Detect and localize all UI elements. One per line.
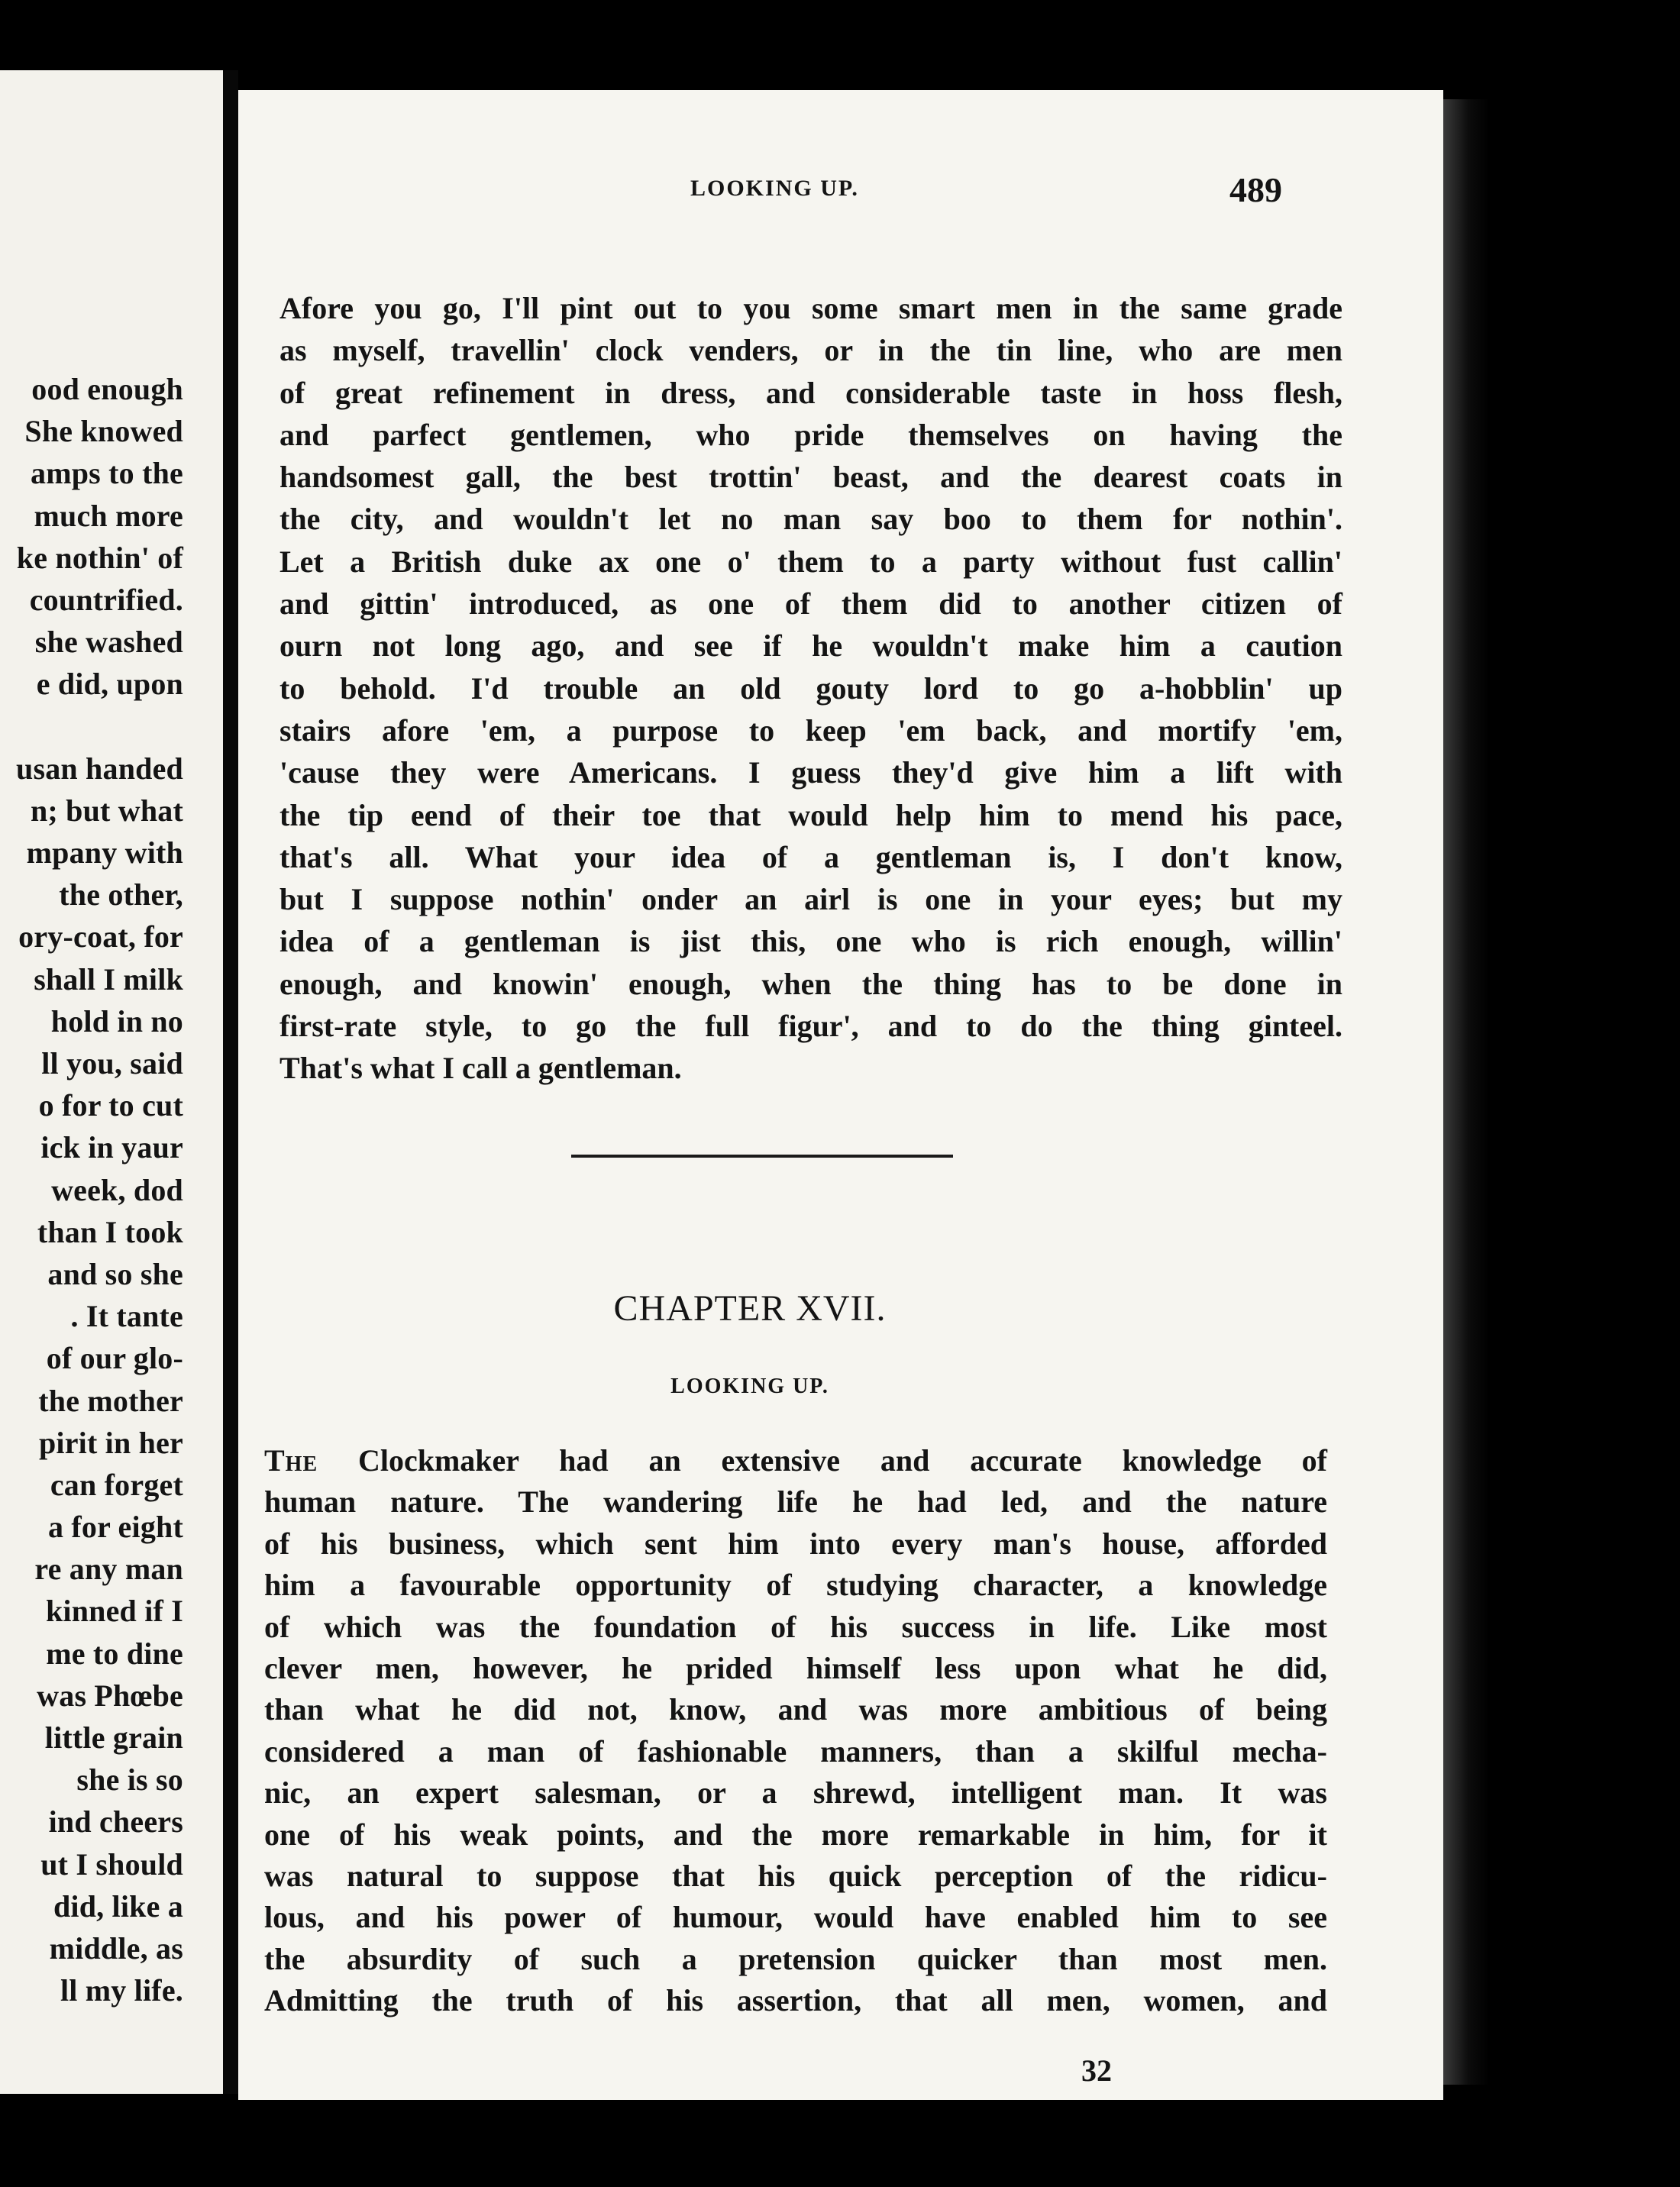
- text-line: lous, and his power of humour, would have enabled him to see: [264, 1900, 1327, 1935]
- left-text-line: can forget: [50, 1467, 183, 1502]
- text-line: That's what I call a gentleman.: [279, 1051, 682, 1086]
- continuation-paragraph: [279, 287, 1342, 1090]
- text-line: the absurdity of such a pretension quicker than most men.: [264, 1941, 1327, 1976]
- left-text-line: n; but what: [30, 793, 183, 828]
- left-text-line: little grain: [44, 1720, 183, 1755]
- left-text-line: than I took: [37, 1214, 183, 1249]
- text-line: of his business, which sent him into every man's house, afforded: [264, 1526, 1327, 1561]
- left-text-line: hold in no: [50, 1003, 183, 1039]
- left-text-line: week, dod: [51, 1172, 183, 1207]
- left-text-line: me to dine: [46, 1636, 183, 1671]
- left-text-line: amps to the: [31, 456, 183, 491]
- page-number: 489: [1229, 170, 1282, 209]
- left-text-line: kinned if I: [45, 1594, 183, 1629]
- text-line: the city, and wouldn't let no man say boo to them for nothin'.: [279, 502, 1342, 537]
- running-head: LOOKING UP.: [690, 176, 859, 201]
- text-line: one of his weak points, and the more remarkable in him, for it: [264, 1817, 1327, 1852]
- text-line: that's all. What your idea of a gentleman is, I don't know,: [279, 839, 1342, 874]
- left-text-line: and so she: [47, 1256, 183, 1291]
- left-text-line: mpany with: [26, 835, 183, 871]
- left-text-line: re any man: [34, 1552, 183, 1587]
- text-line: idea of a gentleman is jist this, one who is rich enough, willin': [279, 924, 1342, 959]
- text-line: considered a man of fashionable manners, than a skilful mecha-: [264, 1733, 1327, 1769]
- left-text-line: the other,: [59, 877, 183, 913]
- left-text-line: a for eight: [48, 1510, 183, 1545]
- right-page: [238, 90, 1443, 2100]
- text-line: Afore you go, I'll pint out to you some smart men in the same grade: [279, 291, 1342, 325]
- text-line: ourn not long ago, and see if he wouldn't make him a caution: [279, 628, 1342, 664]
- text-line: the tip eend of their toe that would help him to mend his pace,: [279, 797, 1342, 832]
- chapter-first-word: The: [264, 1443, 318, 1478]
- section-divider: [571, 1155, 953, 1158]
- text-line: Let a British duke ax one o' them to a party without fust callin': [279, 544, 1342, 579]
- text-line: and gittin' introduced, as one of them did to another citizen of: [279, 586, 1342, 622]
- text-line: as myself, travellin' clock venders, or in the tin line, who are men: [279, 333, 1342, 368]
- signature-mark: 32: [1081, 2053, 1112, 2088]
- left-text-line: she washed: [34, 625, 183, 660]
- text-line: than what he did not, know, and was more ambitious of being: [264, 1692, 1327, 1727]
- left-text-line: middle, as: [49, 1930, 183, 1966]
- left-text-line: ick in yaur: [40, 1130, 183, 1165]
- text-line: of which was the foundation of his success in life. Like most: [264, 1609, 1327, 1644]
- left-text-line: . It tante: [70, 1299, 183, 1334]
- chapter-subtitle: LOOKING UP.: [670, 1375, 829, 1398]
- text-line: first-rate style, to go the full figur', and to do the thing ginteel.: [279, 1009, 1342, 1044]
- left-text-line: She knowed: [24, 414, 183, 449]
- book-edge-shadow: [1443, 99, 1489, 2085]
- left-text-line: ind cheers: [48, 1804, 183, 1840]
- chapter-opening-paragraph: [264, 1440, 1327, 2021]
- left-text-line: ll my life.: [60, 1973, 183, 2008]
- left-text-line: o for to cut: [38, 1088, 183, 1123]
- left-text-line: the mother: [38, 1383, 183, 1418]
- text-line: nic, an expert salesman, or a shrewd, intelligent man. It was: [264, 1775, 1327, 1811]
- text-line: enough, and knowin' enough, when the thing has to be done in: [279, 966, 1342, 1001]
- left-text-line: e did, upon: [36, 667, 183, 702]
- left-page: [0, 70, 223, 2094]
- text-line: [264, 1440, 1327, 1481]
- left-text-line: much more: [34, 498, 183, 533]
- text-line: stairs afore 'em, a purpose to keep 'em back, and mortify 'em,: [279, 712, 1342, 748]
- text-line: of great refinement in dress, and considerable taste in hoss flesh,: [279, 375, 1342, 410]
- text-line: was natural to suppose that his quick perception of the ridicu-: [264, 1858, 1327, 1893]
- text-line: Admitting the truth of his assertion, that all men, women, and: [264, 1983, 1327, 2018]
- left-text-line: ory-coat, for: [18, 919, 183, 955]
- text-line: clever men, however, he prided himself less upon what he did,: [264, 1650, 1327, 1685]
- text-line: but I suppose nothin' onder an airl is one in your eyes; but my: [279, 882, 1342, 917]
- left-text-line: ll you, said: [41, 1046, 183, 1081]
- left-text-line: she is so: [76, 1762, 183, 1798]
- text-line: 'cause they were Americans. I guess they'd give him a lift with: [279, 755, 1342, 790]
- left-text-line: shall I milk: [34, 961, 183, 997]
- left-text-line: did, like a: [53, 1888, 183, 1924]
- text-line: and parfect gentlemen, who pride themselves on having the: [279, 417, 1342, 452]
- chapter-title: CHAPTER XVII.: [613, 1288, 887, 1329]
- left-page-text: [0, 368, 183, 2011]
- left-text-line: [0, 706, 183, 748]
- left-text-line: was Phœbe: [37, 1678, 183, 1713]
- left-text-line: countrified.: [29, 582, 183, 617]
- left-text-line: pirit in her: [38, 1425, 183, 1460]
- text-line: handsomest gall, the best trottin' beast, and the dearest coats in: [279, 460, 1342, 495]
- page-gutter: [223, 70, 238, 2094]
- left-text-line: usan handed: [16, 751, 183, 786]
- text-line: human nature. The wandering life he had led, and the nature: [264, 1484, 1327, 1520]
- left-text-line: ut I should: [40, 1846, 183, 1882]
- left-text-line: ke nothin' of: [16, 540, 183, 575]
- text-line: to behold. I'd trouble an old gouty lord to go a-hobblin' up: [279, 670, 1342, 706]
- left-text-line: of our glo-: [46, 1341, 183, 1376]
- chapter-first-line: Clockmaker had an extensive and accurate knowledge of: [318, 1443, 1327, 1478]
- text-line: him a favourable opportunity of studying character, a knowledge: [264, 1568, 1327, 1603]
- left-text-line: ood enough: [31, 372, 183, 406]
